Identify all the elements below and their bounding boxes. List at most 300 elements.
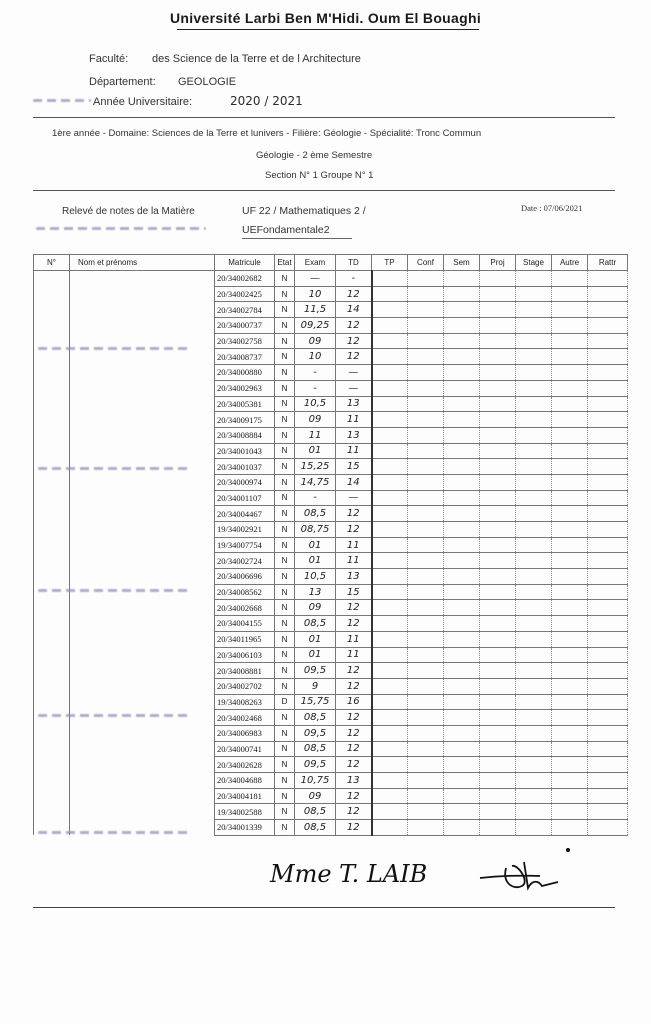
td-cell: 12 [336,678,372,694]
name-cell [70,286,215,302]
name-cell [70,396,215,412]
matricule-cell: 20/34009175 [215,412,275,428]
td-cell: 12 [336,663,372,679]
stage-cell [516,788,552,804]
td-cell: 11 [336,412,372,428]
td-cell: 12 [336,710,372,726]
matricule-cell: 20/34002425 [215,286,275,302]
etat-cell: N [275,286,295,302]
rattr-cell [588,490,628,506]
stage-cell [516,427,552,443]
num-cell [34,647,70,663]
conf-cell [408,302,444,318]
proj-cell [480,820,516,836]
grades-table [33,254,628,836]
table-row [34,302,628,318]
proj-cell [480,522,516,538]
etat-cell: N [275,631,295,647]
rattr-cell [588,725,628,741]
sem-cell [444,349,480,365]
name-cell [70,663,215,679]
sem-cell [444,412,480,428]
matricule-cell: 19/34007754 [215,537,275,553]
matiere-value: UF 22 / Mathematiques 2 / [242,205,366,217]
etat-cell: N [275,522,295,538]
title-underline [177,29,479,30]
tp-cell [372,506,408,522]
tp-cell [372,333,408,349]
sem-cell [444,396,480,412]
sem-cell [444,490,480,506]
year-label: Année Universitaire: [93,96,193,108]
stage-cell [516,804,552,820]
tp-cell [372,694,408,710]
tp-cell [372,678,408,694]
matricule-cell: 20/34004688 [215,773,275,789]
matricule-cell: 20/34001107 [215,490,275,506]
conf-cell [408,537,444,553]
tp-cell [372,396,408,412]
tp-cell [372,647,408,663]
stage-cell [516,569,552,585]
num-cell [34,569,70,585]
conf-cell [408,522,444,538]
stage-cell [516,490,552,506]
proj-cell [480,412,516,428]
stage-cell [516,412,552,428]
stage-cell [516,537,552,553]
autre-cell [552,522,588,538]
table-row [34,710,628,726]
td-cell: 16 [336,694,372,710]
sem-cell [444,459,480,475]
proj-cell [480,725,516,741]
conf-cell [408,678,444,694]
rattr-cell [588,678,628,694]
num-cell [34,741,70,757]
exam-cell: - [295,365,336,381]
name-cell [70,365,215,381]
matricule-cell: 20/34000880 [215,365,275,381]
rattr-cell [588,396,628,412]
tp-cell [372,474,408,490]
etat-cell: N [275,663,295,679]
tp-cell [372,725,408,741]
exam-cell: 09,5 [295,725,336,741]
sem-cell [444,427,480,443]
stage-cell [516,380,552,396]
conf-cell [408,584,444,600]
table-row [34,694,628,710]
tp-cell [372,631,408,647]
proj-cell [480,757,516,773]
autre-cell [552,537,588,553]
stage-cell [516,522,552,538]
proj-cell [480,427,516,443]
redacted-name [38,589,188,592]
td-cell: 12 [336,506,372,522]
name-cell [70,443,215,459]
header-rule-2 [33,190,615,191]
etat-cell: N [275,333,295,349]
matricule-cell: 20/34008562 [215,584,275,600]
etat-cell: N [275,302,295,318]
rattr-cell [588,741,628,757]
stage-cell [516,584,552,600]
proj-cell [480,443,516,459]
col-header-conf: Conf [408,255,444,271]
name-cell [70,522,215,538]
matricule-cell: 20/34005381 [215,396,275,412]
sem-cell [444,506,480,522]
signature-name: Mme T. LAIB [270,860,428,888]
autre-cell [552,663,588,679]
sem-cell [444,584,480,600]
matricule-cell: 19/34002588 [215,804,275,820]
col-header-etat: Etat [275,255,295,271]
faculty-label: Faculté: [89,53,129,65]
header-rule [33,117,615,118]
name-cell [70,584,215,600]
autre-cell [552,600,588,616]
proj-cell [480,647,516,663]
rattr-cell [588,569,628,585]
td-cell: 11 [336,537,372,553]
rattr-cell [588,647,628,663]
conf-cell [408,694,444,710]
exam-cell: 09 [295,600,336,616]
sem-cell [444,757,480,773]
proj-cell [480,804,516,820]
etat-cell: N [275,318,295,334]
tp-cell [372,710,408,726]
exam-cell: 9 [295,678,336,694]
table-row [34,647,628,663]
matricule-cell: 20/34004155 [215,616,275,632]
tp-cell [372,553,408,569]
rattr-cell [588,443,628,459]
sem-cell [444,443,480,459]
autre-cell [552,757,588,773]
etat-cell: N [275,537,295,553]
sem-cell [444,710,480,726]
num-cell [34,443,70,459]
autre-cell [552,490,588,506]
exam-cell: 09,5 [295,757,336,773]
proj-cell [480,349,516,365]
sem-cell [444,631,480,647]
td-cell: 13 [336,427,372,443]
rattr-cell [588,631,628,647]
proj-cell [480,694,516,710]
conf-cell [408,725,444,741]
conf-cell [408,569,444,585]
td-cell: 12 [336,725,372,741]
etat-cell: N [275,741,295,757]
stage-cell [516,757,552,773]
stage-cell [516,631,552,647]
stage-cell [516,365,552,381]
sem-cell [444,663,480,679]
table-row [34,318,628,334]
tp-cell [372,820,408,836]
rattr-cell [588,788,628,804]
matricule-cell: 20/34002724 [215,553,275,569]
name-cell [70,553,215,569]
stage-cell [516,553,552,569]
td-cell: 11 [336,631,372,647]
etat-cell: N [275,804,295,820]
exam-cell: 11,5 [295,302,336,318]
exam-cell: - [295,490,336,506]
autre-cell [552,318,588,334]
exam-cell: — [295,271,336,287]
name-cell [70,678,215,694]
table-row [34,741,628,757]
footer-rule [33,907,615,908]
num-cell [34,427,70,443]
num-cell [34,318,70,334]
semester-line: Géologie - 2 ème Semestre [256,150,373,161]
university-title: Université Larbi Ben M'Hidi. Oum El Bouaghi [169,10,482,26]
etat-cell: N [275,412,295,428]
name-cell [70,506,215,522]
matricule-cell: 20/34002702 [215,678,275,694]
autre-cell [552,820,588,836]
matricule-cell: 20/34000974 [215,474,275,490]
num-cell [34,631,70,647]
table-row [34,412,628,428]
matricule-cell: 20/34004181 [215,788,275,804]
num-cell [34,412,70,428]
table-row [34,537,628,553]
td-cell: 12 [336,741,372,757]
autre-cell [552,506,588,522]
exam-cell: 01 [295,443,336,459]
conf-cell [408,647,444,663]
autre-cell [552,302,588,318]
matricule-cell: 20/34011965 [215,631,275,647]
rattr-cell [588,663,628,679]
sem-cell [444,537,480,553]
table-row [34,286,628,302]
redacted-name [38,831,188,834]
name-cell [70,569,215,585]
exam-cell: 10,75 [295,773,336,789]
proj-cell [480,663,516,679]
name-cell [70,631,215,647]
stage-cell [516,271,552,287]
table-row [34,490,628,506]
num-cell [34,553,70,569]
num-cell [34,349,70,365]
exam-cell: 08,5 [295,804,336,820]
table-row [34,349,628,365]
ue-value: UEFondamentale2 [242,224,330,236]
tp-cell [372,459,408,475]
conf-cell [408,804,444,820]
etat-cell: N [275,553,295,569]
table-row [34,663,628,679]
sem-cell [444,694,480,710]
exam-cell: 10,5 [295,396,336,412]
table-row [34,396,628,412]
autre-cell [552,271,588,287]
rattr-cell [588,318,628,334]
name-cell [70,616,215,632]
exam-cell: 09 [295,788,336,804]
conf-cell [408,553,444,569]
ue-underline [242,238,352,239]
etat-cell: N [275,647,295,663]
etat-cell: N [275,506,295,522]
table-row [34,522,628,538]
matricule-cell: 19/34002921 [215,522,275,538]
etat-cell: N [275,820,295,836]
matricule-cell: 20/34008737 [215,349,275,365]
conf-cell [408,616,444,632]
rattr-cell [588,600,628,616]
tp-cell [372,741,408,757]
name-cell [70,490,215,506]
exam-cell: 01 [295,647,336,663]
conf-cell [408,600,444,616]
table-row [34,365,628,381]
exam-cell: 11 [295,427,336,443]
etat-cell: N [275,490,295,506]
num-cell [34,537,70,553]
etat-cell: N [275,725,295,741]
autre-cell [552,412,588,428]
etat-cell: N [275,616,295,632]
rattr-cell [588,333,628,349]
td-cell: 12 [336,522,372,538]
autre-cell [552,349,588,365]
autre-cell [552,631,588,647]
table-row [34,427,628,443]
name-cell [70,600,215,616]
stage-cell [516,349,552,365]
tp-cell [372,663,408,679]
tp-cell [372,537,408,553]
autre-cell [552,380,588,396]
proj-cell [480,710,516,726]
td-cell: 12 [336,333,372,349]
table-body [34,271,628,836]
name-cell [70,741,215,757]
num-cell [34,678,70,694]
autre-cell [552,333,588,349]
tp-cell [372,349,408,365]
etat-cell: N [275,380,295,396]
proj-cell [480,788,516,804]
stage-cell [516,333,552,349]
col-header-exam: Exam [295,255,336,271]
stage-cell [516,773,552,789]
matricule-cell: 20/34001339 [215,820,275,836]
table-row [34,506,628,522]
exam-cell: 10 [295,286,336,302]
num-cell [34,600,70,616]
rattr-cell [588,584,628,600]
td-cell: 13 [336,569,372,585]
num-cell [34,663,70,679]
rattr-cell [588,820,628,836]
td-cell: 12 [336,820,372,836]
autre-cell [552,788,588,804]
proj-cell [480,490,516,506]
proj-cell [480,459,516,475]
matricule-cell: 20/34001043 [215,443,275,459]
table-row [34,474,628,490]
rattr-cell [588,459,628,475]
etat-cell: N [275,584,295,600]
table-row [34,773,628,789]
sem-cell [444,741,480,757]
sem-cell [444,522,480,538]
conf-cell [408,396,444,412]
rattr-cell [588,380,628,396]
rattr-cell [588,271,628,287]
exam-cell: 09,25 [295,318,336,334]
autre-cell [552,569,588,585]
sem-cell [444,318,480,334]
stage-cell [516,710,552,726]
matricule-cell: 20/34006696 [215,569,275,585]
num-cell [34,725,70,741]
etat-cell: N [275,271,295,287]
col-header-td: TD [336,255,372,271]
proj-cell [480,569,516,585]
proj-cell [480,773,516,789]
name-cell [70,647,215,663]
etat-cell: N [275,474,295,490]
col-header-rattr: Rattr [588,255,628,271]
tp-cell [372,600,408,616]
autre-cell [552,725,588,741]
num-cell [34,804,70,820]
conf-cell [408,365,444,381]
stage-cell [516,678,552,694]
etat-cell: N [275,710,295,726]
td-cell: — [336,380,372,396]
rattr-cell [588,616,628,632]
num-cell [34,490,70,506]
date-value: Date : 07/06/2021 [521,203,583,213]
exam-cell: 10 [295,349,336,365]
name-cell [70,380,215,396]
stage-cell [516,318,552,334]
stage-cell [516,616,552,632]
col-header-sem: Sem [444,255,480,271]
name-cell [70,474,215,490]
ink-dot [566,848,570,852]
tp-cell [372,302,408,318]
exam-cell: 01 [295,537,336,553]
proj-cell [480,271,516,287]
td-cell: 12 [336,318,372,334]
sem-cell [444,302,480,318]
exam-cell: 14,75 [295,474,336,490]
stage-cell [516,741,552,757]
matricule-cell: 20/34002758 [215,333,275,349]
proj-cell [480,286,516,302]
td-cell: 13 [336,396,372,412]
col-header-num: N° [34,255,70,271]
col-header-stage: Stage [516,255,552,271]
rattr-cell [588,757,628,773]
matricule-cell: 20/34008884 [215,427,275,443]
